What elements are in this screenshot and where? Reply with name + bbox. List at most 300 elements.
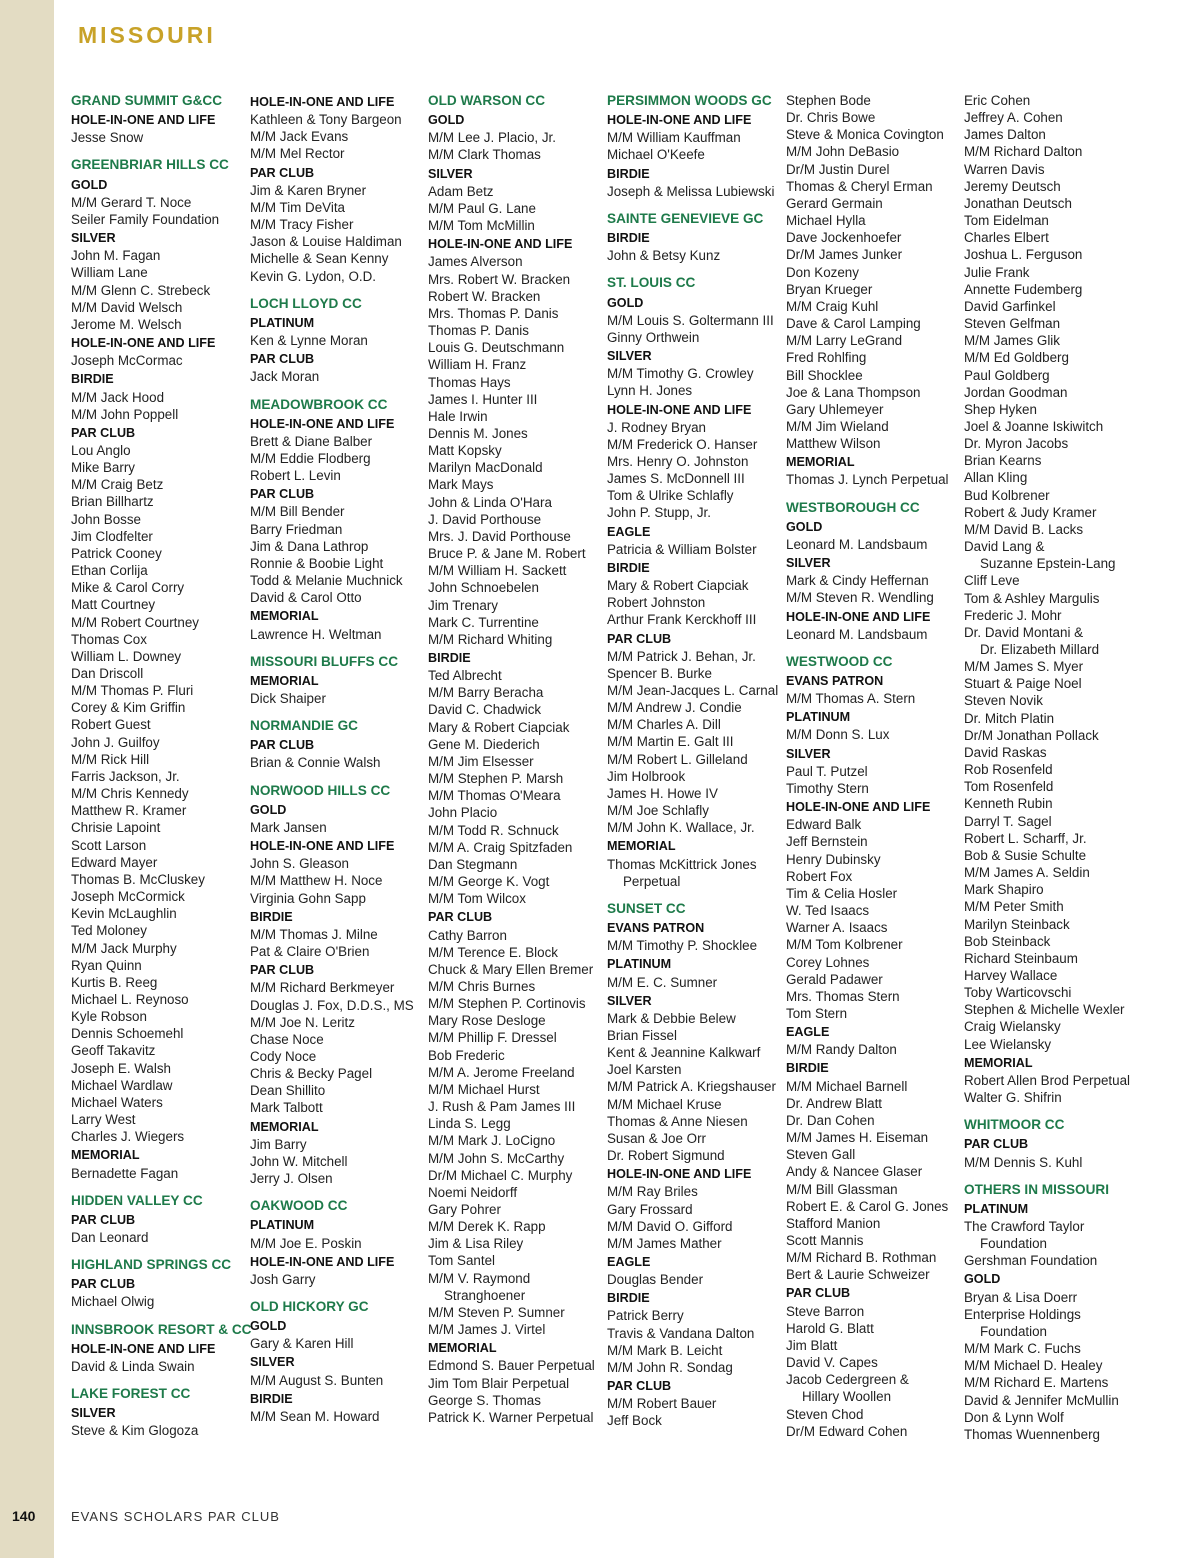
donor-name: Thomas Hays xyxy=(428,374,511,390)
donor-name: Leonard M. Landsbaum xyxy=(786,536,928,552)
donor-name: Dave Jockenhoefer xyxy=(786,230,902,246)
donor-name: Kathleen & Tony Bargeon xyxy=(250,112,402,128)
donor-name: Thomas Wuennenberg xyxy=(964,1426,1100,1442)
donor-name: W. Ted Isaacs xyxy=(786,903,870,919)
donor-name: M/M John DeBasio xyxy=(786,144,900,160)
donor-name: Douglas J. Fox, D.D.S., MS xyxy=(250,997,414,1013)
donor-name: Scott Mannis xyxy=(786,1233,864,1248)
category-label: SILVER xyxy=(250,1355,295,1370)
donor-name: M/M Chris Burnes xyxy=(428,978,536,994)
donor-name: Dr. Chris Bowe xyxy=(786,110,876,126)
donor-name: William H. Franz xyxy=(428,357,527,373)
donor-name: Mary & Robert Ciapciak xyxy=(607,578,749,594)
donor-name: M/M Ray Briles xyxy=(607,1184,698,1200)
donor-name: Steven Novik xyxy=(964,693,1043,709)
donor-name: David C. Chadwick xyxy=(428,702,542,718)
donor-name: M/M James A. Seldin xyxy=(964,865,1090,881)
donor-name: Don Kozeny xyxy=(786,264,859,280)
category-label: PAR CLUB xyxy=(607,631,672,646)
donor-name: Patrick Berry xyxy=(607,1308,684,1324)
donor-name: Corey & Kim Griffin xyxy=(71,700,186,716)
donor-name: Brett & Diane Balber xyxy=(250,433,373,449)
donor-name: Chuck & Mary Ellen Bremer xyxy=(428,961,594,977)
donor-name: Spencer B. Burke xyxy=(607,665,712,681)
donor-name: M/M David O. Gifford xyxy=(607,1218,733,1234)
donor-name: Bud Kolbrener xyxy=(964,487,1050,503)
donor-name: Joseph McCormick xyxy=(71,889,185,905)
donor-name: Brian Fissel xyxy=(607,1027,677,1043)
donor-name: Jerome M. Welsch xyxy=(71,316,182,332)
donor-name: Patrick Cooney xyxy=(71,545,162,561)
column-3 xyxy=(428,92,604,1426)
donor-name: Tom Stern xyxy=(786,1005,848,1021)
donor-name: Hale Irwin xyxy=(428,408,488,424)
donor-name: Kent & Jeannine Kalkwarf xyxy=(607,1045,761,1061)
donor-name: Gershman Foundation xyxy=(964,1253,1098,1269)
category-label: PLATINUM xyxy=(964,1201,1029,1216)
club-heading: GRAND SUMMIT G&CC xyxy=(71,93,223,108)
category-label: PAR CLUB xyxy=(607,1379,672,1394)
category-label: MEMORIAL xyxy=(786,455,855,470)
donor-name: Jordan Goodman xyxy=(964,384,1068,400)
donor-name: Barry Friedman xyxy=(250,521,343,537)
donor-name: Michael O'Keefe xyxy=(607,147,705,163)
donor-name: Corey Lohnes xyxy=(786,954,870,970)
category-label: HOLE-IN-ONE AND LIFE xyxy=(71,113,216,128)
donor-name: Matthew R. Kramer xyxy=(71,803,187,819)
donor-name: Bryan & Lisa Doerr xyxy=(964,1289,1078,1305)
donor-name: Matt Courtney xyxy=(71,597,156,613)
publication-name: EVANS SCHOLARS PAR CLUB xyxy=(71,1509,280,1524)
donor-name: M/M David B. Lacks xyxy=(964,521,1084,537)
category-label: EAGLE xyxy=(786,1025,830,1040)
club-heading: INNSBROOK RESORT & CC xyxy=(71,1321,252,1337)
category-label: BIRDIE xyxy=(250,909,293,924)
donor-name: Scott Larson xyxy=(71,837,147,853)
donor-name: Dr. Myron Jacobs xyxy=(964,436,1069,452)
donor-name: M/M Thomas O'Meara xyxy=(428,788,561,804)
club-heading: MEADOWBROOK CC xyxy=(250,396,388,412)
donor-name: M/M Richard E. Martens xyxy=(964,1375,1109,1391)
donor-name: M/M Clark Thomas xyxy=(428,147,541,163)
donor-name: John & Linda O'Hara xyxy=(428,494,552,510)
category-label: PAR CLUB xyxy=(71,425,136,440)
donor-name: Mrs. Henry O. Johnston xyxy=(607,453,749,469)
category-label: BIRDIE xyxy=(607,1291,650,1306)
donor-name: M/M Bill Glassman xyxy=(786,1181,898,1197)
category-label: PAR CLUB xyxy=(71,1212,136,1227)
donor-name: M/M James Mather xyxy=(607,1235,722,1251)
category-label: PLATINUM xyxy=(607,957,672,972)
donor-name: M/M Thomas A. Stern xyxy=(786,691,916,707)
donor-name: Bill Shocklee xyxy=(786,367,863,383)
donor-name: Robert L. Scharff, Jr. xyxy=(964,830,1087,846)
category-label: PAR CLUB xyxy=(250,963,315,978)
donor-name: Julie Frank xyxy=(964,264,1030,280)
donor-name: Chase Noce xyxy=(250,1031,324,1047)
donor-name: Jim Blatt xyxy=(786,1337,838,1353)
donor-name: Robert Guest xyxy=(71,717,151,733)
donor-name: M/M Peter Smith xyxy=(964,899,1064,915)
donor-name: John S. Gleason xyxy=(250,856,350,872)
donor-name: Linda S. Legg xyxy=(428,1116,511,1132)
category-label: BIRDIE xyxy=(71,372,114,387)
donor-name: John J. Guilfoy xyxy=(71,734,160,750)
donor-name: M/M Sean M. Howard xyxy=(250,1408,380,1424)
donor-name: M/M Tom Kolbrener xyxy=(786,937,903,953)
donor-name: M/M Tracy Fisher xyxy=(250,217,354,233)
donor-name: M/M Richard Berkmeyer xyxy=(250,980,395,996)
donor-name: Eric Cohen xyxy=(964,93,1031,108)
donor-name: Susan & Joe Orr xyxy=(607,1130,706,1146)
donor-name: M/M Stephen P. Marsh xyxy=(428,771,564,787)
donor-name: M/M John R. Sondag xyxy=(607,1359,733,1375)
donor-name: Jim Barry xyxy=(250,1136,307,1152)
donor-name: Rob Rosenfeld xyxy=(964,762,1053,778)
donor-name: Jeff Bernstein xyxy=(786,834,868,850)
donor-name: Robert W. Bracken xyxy=(428,288,541,304)
donor-name: Cody Noce xyxy=(250,1048,317,1064)
donor-name: M/M Michael D. Healey xyxy=(964,1358,1103,1374)
donor-name: Thomas B. McCluskey xyxy=(71,871,205,887)
category-label: EAGLE xyxy=(607,1255,651,1269)
category-label: PAR CLUB xyxy=(250,352,315,367)
category-label: MEMORIAL xyxy=(250,1119,319,1134)
donor-name: Jesse Snow xyxy=(71,130,144,146)
donor-name: Jerry J. Olsen xyxy=(250,1171,333,1187)
donor-name: Steve & Kim Glogoza xyxy=(71,1423,199,1439)
category-label: MEMORIAL xyxy=(71,1148,140,1163)
donor-name: M/M Patrick A. Kriegshauser xyxy=(607,1079,776,1095)
donor-columns xyxy=(71,92,1191,1462)
donor-name: Michael Waters xyxy=(71,1094,163,1110)
donor-name: Robert Johnston xyxy=(607,595,706,611)
donor-name: Harvey Wallace xyxy=(964,967,1058,983)
category-label: SILVER xyxy=(607,349,652,364)
donor-name: Thomas McKittrick Jones xyxy=(607,856,757,872)
column-5 xyxy=(786,92,962,1440)
donor-name: Mark & Cindy Heffernan xyxy=(786,573,929,589)
donor-name: Mary & Robert Ciapciak xyxy=(428,719,570,735)
donor-name: Dr/M James Junker xyxy=(786,247,903,263)
column-6 xyxy=(964,92,1140,1443)
donor-name: M/M Robert Courtney xyxy=(71,614,199,630)
club-heading: OTHERS IN MISSOURI xyxy=(964,1181,1110,1197)
donor-name: The Crawford Taylor xyxy=(964,1219,1085,1234)
donor-name: J. Rodney Bryan xyxy=(607,419,706,435)
donor-name: David Garfinkel xyxy=(964,298,1056,314)
donor-name: Craig Wielansky xyxy=(964,1019,1061,1035)
donor-name: Bob Frederic xyxy=(428,1047,505,1063)
donor-name: Paul Goldberg xyxy=(964,367,1050,383)
donor-name: James I. Hunter III xyxy=(428,391,538,407)
category-label: HOLE-IN-ONE AND LIFE xyxy=(250,1254,395,1269)
club-heading: LAKE FOREST CC xyxy=(71,1386,191,1402)
donor-name: M/M Craig Kuhl xyxy=(786,298,879,314)
donor-name: M/M Joe N. Leritz xyxy=(250,1014,355,1030)
donor-name: Michael L. Reynoso xyxy=(71,991,189,1007)
donor-name: Bruce P. & Jane M. Robert xyxy=(428,546,586,562)
donor-name: David Raskas xyxy=(964,744,1047,760)
donor-name: Noemi Neidorff xyxy=(428,1184,518,1200)
donor-name: Stephen & Michelle Wexler xyxy=(964,1002,1125,1018)
donor-name: Kyle Robson xyxy=(71,1009,147,1025)
page-margin-strip xyxy=(0,0,54,1558)
donor-name: Tom & Ashley Margulis xyxy=(964,590,1100,606)
donor-name: Jeffrey A. Cohen xyxy=(964,110,1063,126)
donor-name: Jim & Karen Bryner xyxy=(250,182,367,198)
category-label: PAR CLUB xyxy=(250,738,315,753)
category-label: GOLD xyxy=(607,295,644,310)
donor-name: James Alverson xyxy=(428,254,523,270)
donor-name: Mark Jansen xyxy=(250,819,327,835)
donor-name: Jack Moran xyxy=(250,369,320,385)
category-label: PAR CLUB xyxy=(964,1137,1029,1152)
category-label: BIRDIE xyxy=(428,651,471,665)
donor-name: Michael Wardlaw xyxy=(71,1077,173,1093)
donor-name: M/M Larry LeGrand xyxy=(786,333,903,349)
category-label: MEMORIAL xyxy=(964,1055,1033,1070)
club-heading: ST. LOUIS CC xyxy=(607,275,696,291)
donor-name: Dean Shillito xyxy=(250,1083,326,1099)
donor-name: Patricia & William Bolster xyxy=(607,541,757,557)
donor-name: Paul T. Putzel xyxy=(786,763,868,779)
donor-name: M/M James J. Virtel xyxy=(428,1322,546,1338)
category-label: SILVER xyxy=(71,1406,116,1421)
donor-name: M/M Charles A. Dill xyxy=(607,717,721,733)
donor-name: David & Jennifer McMullin xyxy=(964,1392,1119,1408)
donor-name: Warner A. Isaacs xyxy=(786,920,888,936)
donor-name: M/M Richard Dalton xyxy=(964,144,1083,160)
category-label: SILVER xyxy=(428,166,473,181)
donor-name: John Bosse xyxy=(71,511,141,527)
donor-name: Stafford Manion xyxy=(786,1215,881,1231)
column-2 xyxy=(250,92,426,1425)
donor-name: Cathy Barron xyxy=(428,927,507,943)
club-heading: HIDDEN VALLEY CC xyxy=(71,1192,203,1208)
donor-name: M/M Barry Beracha xyxy=(428,685,544,701)
donor-name: Seiler Family Foundation xyxy=(71,211,220,227)
club-heading: SAINTE GENEVIEVE GC xyxy=(607,210,764,226)
donor-name: Jim Trenary xyxy=(428,597,498,613)
donor-name: M/M William H. Sackett xyxy=(428,563,567,579)
donor-name: M/M Gerard T. Noce xyxy=(71,194,192,210)
donor-name: Joseph McCormac xyxy=(71,353,183,369)
donor-name: M/M Phillip F. Dressel xyxy=(428,1030,557,1046)
category-label: GOLD xyxy=(786,519,823,534)
club-heading: WESTWOOD CC xyxy=(786,653,893,669)
category-label: BIRDIE xyxy=(250,1391,293,1406)
donor-name: Richard Steinbaum xyxy=(964,950,1078,966)
donor-name: Kevin G. Lydon, O.D. xyxy=(250,268,377,284)
donor-name: George S. Thomas xyxy=(428,1392,541,1408)
donor-name: Jason & Louise Haldiman xyxy=(250,234,402,250)
donor-name: Henry Dubinsky xyxy=(786,851,881,867)
donor-name: Jonathan Deutsch xyxy=(964,195,1072,211)
donor-name: M/M Joe Schlafly xyxy=(607,803,709,819)
donor-name: Steve & Monica Covington xyxy=(786,127,944,143)
donor-name: Dr. Andrew Blatt xyxy=(786,1095,883,1111)
donor-name: Kevin McLaughlin xyxy=(71,906,177,922)
donor-name: J. David Porthouse xyxy=(428,511,542,527)
donor-name: Dan Stegmann xyxy=(428,856,518,872)
donor-name: Mrs. Thomas Stern xyxy=(786,988,900,1004)
donor-name: Michael Olwig xyxy=(71,1294,155,1310)
donor-name: Brian & Connie Walsh xyxy=(250,755,381,771)
category-label: PAR CLUB xyxy=(71,1277,136,1292)
donor-name: Edmond S. Bauer Perpetual xyxy=(428,1358,595,1374)
donor-name: Joel & Joanne Iskiwitch xyxy=(964,418,1104,434)
donor-name: M/M V. Raymond xyxy=(428,1270,531,1286)
donor-name: M/M Craig Betz xyxy=(71,477,164,493)
donor-name: Gerard Germain xyxy=(786,195,883,211)
donor-name: John & Betsy Kunz xyxy=(607,248,721,264)
donor-name: M/M Eddie Flodberg xyxy=(250,450,371,466)
donor-name: Joshua L. Ferguson xyxy=(964,247,1083,263)
donor-name: Louis G. Deutschmann xyxy=(428,340,565,356)
club-heading: SUNSET CC xyxy=(607,900,686,916)
donor-name: M/M George K. Vogt xyxy=(428,874,550,890)
donor-name: Marilyn Steinback xyxy=(964,916,1070,932)
donor-name: William Lane xyxy=(71,265,148,281)
donor-name: M/M Richard B. Rothman xyxy=(786,1250,937,1266)
donor-name: Bert & Laurie Schweizer xyxy=(786,1267,930,1283)
donor-name: M/M Rick Hill xyxy=(71,751,150,767)
donor-name: Ginny Orthwein xyxy=(607,329,700,345)
donor-name: Walter G. Shifrin xyxy=(964,1090,1062,1106)
category-label: MEMORIAL xyxy=(607,839,676,854)
donor-name: Mark Talbott xyxy=(250,1100,323,1116)
category-label: EVANS PATRON xyxy=(607,921,705,936)
donor-name: M/M Ed Goldberg xyxy=(964,350,1069,366)
donor-name: M/M Steven R. Wendling xyxy=(786,590,934,606)
donor-name: Tom Santel xyxy=(428,1253,495,1269)
donor-name: Robert Allen Brod Perpetual xyxy=(964,1072,1130,1088)
club-heading: HIGHLAND SPRINGS CC xyxy=(71,1257,232,1273)
donor-name: Farris Jackson, Jr. xyxy=(71,768,180,784)
donor-name: Tom Eidelman xyxy=(964,213,1049,229)
donor-name: Dave & Carol Lamping xyxy=(786,316,921,332)
donor-name: Bryan Krueger xyxy=(786,281,873,297)
category-label: HOLE-IN-ONE AND LIFE xyxy=(786,800,931,815)
donor-name: Josh Garry xyxy=(250,1271,316,1287)
donor-name: Matt Kopsky xyxy=(428,443,502,459)
donor-name: Michelle & Sean Kenny xyxy=(250,251,389,267)
donor-name: Chrisie Lapoint xyxy=(71,820,161,836)
donor-name: M/M Jean-Jacques L. Carnal xyxy=(607,683,779,698)
club-heading: LOCH LLOYD CC xyxy=(250,295,362,311)
donor-name: John P. Stupp, Jr. xyxy=(607,505,711,521)
category-label: HOLE-IN-ONE AND LIFE xyxy=(250,95,395,109)
donor-name: M/M Martin E. Galt III xyxy=(607,734,734,750)
category-label: SILVER xyxy=(607,993,652,1008)
donor-name: Pat & Claire O'Brien xyxy=(250,944,370,960)
donor-name: Toby Warticovschi xyxy=(964,985,1072,1001)
donor-name: M/M Andrew J. Condie xyxy=(607,700,742,716)
category-label: EAGLE xyxy=(607,524,651,539)
club-heading: OAKWOOD CC xyxy=(250,1198,348,1214)
category-label: GOLD xyxy=(428,113,465,128)
donor-name: M/M Jack Evans xyxy=(250,129,349,145)
club-heading: WESTBOROUGH CC xyxy=(786,499,920,515)
donor-name: Matthew Wilson xyxy=(786,436,881,452)
donor-name: M/M John Poppell xyxy=(71,406,179,422)
donor-name: Mark C. Turrentine xyxy=(428,614,539,630)
donor-name: M/M Terence E. Block xyxy=(428,944,558,960)
donor-name: David & Carol Otto xyxy=(250,590,362,606)
donor-name: Robert L. Levin xyxy=(250,468,341,484)
donor-name: Gerald Padawer xyxy=(786,971,883,987)
donor-name: Cliff Leve xyxy=(964,573,1020,589)
donor-name: Steven Gelfman xyxy=(964,316,1061,332)
donor-name-continued: Suzanne Epstein-Lang xyxy=(980,556,1116,572)
donor-name: Dennis M. Jones xyxy=(428,425,528,441)
donor-name: M/M Tom Wilcox xyxy=(428,891,526,907)
club-heading: PERSIMMON WOODS GC xyxy=(607,93,772,108)
donor-name: Dennis Schoemehl xyxy=(71,1026,184,1042)
donor-name: M/M Mark B. Leicht xyxy=(607,1342,723,1358)
category-label: GOLD xyxy=(250,1319,287,1334)
donor-name: Gary Pohrer xyxy=(428,1202,501,1217)
donor-name: M/M Frederick O. Hanser xyxy=(607,436,758,452)
donor-name-continued: Hillary Woollen xyxy=(802,1389,892,1405)
donor-name: Mark & Debbie Belew xyxy=(607,1010,736,1026)
donor-name: Dan Driscoll xyxy=(71,666,144,681)
donor-name: Gary & Karen Hill xyxy=(250,1336,354,1352)
category-label: HOLE-IN-ONE AND LIFE xyxy=(428,237,573,252)
donor-name: Brian Kearns xyxy=(964,453,1042,469)
donor-name: Annette Fudemberg xyxy=(964,281,1083,297)
donor-name: M/M Matthew H. Noce xyxy=(250,873,383,889)
donor-name: Michael Hylla xyxy=(786,213,866,229)
donor-name: Mike & Carol Corry xyxy=(71,580,185,596)
donor-name: Edward Balk xyxy=(786,817,862,833)
donor-name: Warren Davis xyxy=(964,161,1045,177)
category-label: PAR CLUB xyxy=(428,910,493,925)
category-label: HOLE-IN-ONE AND LIFE xyxy=(250,416,395,431)
donor-name: Enterprise Holdings xyxy=(964,1306,1081,1322)
category-label: HOLE-IN-ONE AND LIFE xyxy=(607,402,752,417)
donor-name: Bob & Susie Schulte xyxy=(964,847,1087,863)
donor-name: Jim Holbrook xyxy=(607,768,686,784)
donor-name: David Lang & xyxy=(964,539,1045,555)
donor-name: Mrs. J. David Porthouse xyxy=(428,528,571,544)
club-heading: NORWOOD HILLS CC xyxy=(250,782,391,798)
category-label: MEMORIAL xyxy=(250,673,319,688)
donor-name: M/M Glenn C. Strebeck xyxy=(71,282,211,298)
donor-name: Ryan Quinn xyxy=(71,957,142,973)
donor-name: Steven Chod xyxy=(786,1406,864,1422)
donor-name: Charles J. Wiegers xyxy=(71,1129,185,1145)
donor-name: M/M Randy Dalton xyxy=(786,1042,897,1058)
category-label: EVANS PATRON xyxy=(786,674,884,688)
donor-name: Dr. David Montani & xyxy=(964,624,1084,640)
category-label: SILVER xyxy=(71,231,116,246)
donor-name: Larry West xyxy=(71,1112,136,1128)
donor-name: John M. Fagan xyxy=(71,248,161,264)
donor-name: M/M A. Craig Spitzfaden xyxy=(428,839,573,855)
donor-name: James Dalton xyxy=(964,127,1046,143)
donor-name: M/M Jim Wieland xyxy=(786,418,889,434)
donor-name: M/M Patrick J. Behan, Jr. xyxy=(607,648,756,664)
donor-name: Ronnie & Boobie Light xyxy=(250,555,384,571)
donor-name: Steve Barron xyxy=(786,1303,865,1319)
donor-name: Marilyn MacDonald xyxy=(428,460,543,476)
donor-name: Dick Shaiper xyxy=(250,691,326,706)
donor-name: Todd & Melanie Muchnick xyxy=(250,573,403,589)
club-heading: GREENBRIAR HILLS CC xyxy=(71,157,229,173)
donor-name: M/M Robert Bauer xyxy=(607,1396,717,1412)
